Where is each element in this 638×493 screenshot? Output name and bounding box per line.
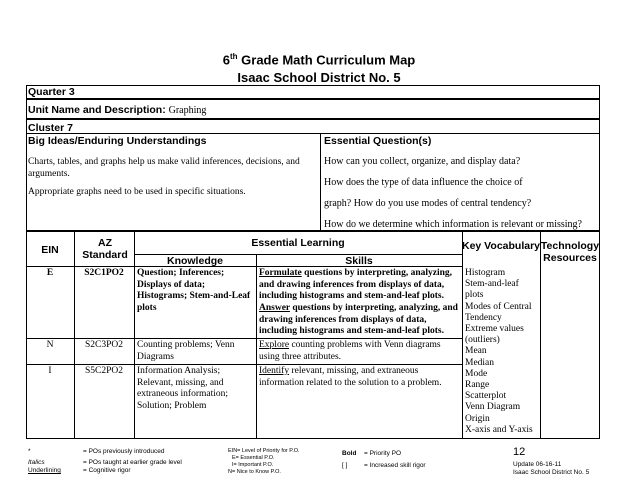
row2-skills <box>259 340 459 363</box>
table-row-line <box>26 338 462 339</box>
vocab-item: Venn Diagram <box>465 402 521 413</box>
table-row-line <box>26 364 462 365</box>
row3-ein: I <box>48 366 52 376</box>
row3-knowledge: Information Analysis; Relevant, missing, and extraneous information; Solution; Problem <box>137 366 229 411</box>
divider-line <box>26 133 600 134</box>
big-ideas-p1: Charts, tables, and graphs help us make valid inferences, decisions, and arguments. <box>28 157 300 179</box>
table-col-line <box>462 231 463 439</box>
skill-text: counting problems with Venn diagrams using three attributes. <box>259 340 441 362</box>
legend-italics-text: = POs taught at earlier grade level <box>83 459 182 466</box>
row2-knowledge: Counting problems; Venn Diagrams <box>137 340 235 362</box>
row1-knowledge: Question; Inferences; Displays of data; Histograms; Stem-and-Leaf plots <box>137 268 251 313</box>
table-col-line <box>256 254 257 439</box>
skill-verb: Identify <box>259 366 290 376</box>
col-header-technology: Technology Resources <box>540 240 600 264</box>
vocab-item: Origin <box>465 413 490 424</box>
legend-italics-sym: Italics <box>28 459 45 466</box>
unit-value: Graphing <box>168 105 207 116</box>
skill-verb: Explore <box>259 340 290 350</box>
vocab-item: X-axis and Y-axis <box>465 424 533 435</box>
district-title: Isaac School District No. 5 <box>237 70 401 85</box>
eq-2b: graph? How do you use modes of central tendency? <box>324 198 532 209</box>
grade-number: 6 <box>222 52 230 68</box>
vocab-item: Scatterplot <box>465 391 507 402</box>
skill-text: questions by interpreting, analyzing, and drawing inferences from displays of data, including histograms and stem-and-leaf plots. <box>259 303 458 336</box>
table-col-line <box>74 231 75 439</box>
vocab-item: Modes of Central Tendency <box>465 301 532 323</box>
row1-skills-1 <box>259 268 459 303</box>
eq-2a: How does the type of data influence the choice of <box>324 177 523 188</box>
legend-bracket-text: = Increased skill rigor <box>364 462 426 469</box>
legend-bold-sym: Bold <box>342 450 357 457</box>
page-number: 12 <box>513 446 526 458</box>
row3-skills <box>259 366 459 389</box>
skill-verb: Answer <box>259 303 290 313</box>
col-header-knowledge: Knowledge <box>166 255 223 267</box>
vocab-item: Histogram <box>465 268 506 278</box>
vocab-item: Median <box>465 357 495 368</box>
title-text: Grade Math Curriculum Map <box>237 52 416 68</box>
vocab-item: Stem-and-leaf plots <box>465 279 519 301</box>
legend-bold-text: = Priority PO <box>364 450 402 457</box>
col-header-skills: Skills <box>345 255 373 267</box>
legend-star-sym: * <box>28 448 31 455</box>
row1-standard: S2C1PO2 <box>84 268 124 278</box>
skill-verb: Formulate <box>259 268 302 278</box>
update-date: Update 06-16-11 <box>513 461 562 468</box>
footer-district: Isaac School District No. 5 <box>513 469 590 476</box>
row3-standard: S5C2PO2 <box>84 366 123 376</box>
row2-ein: N <box>46 340 54 350</box>
row1-ein: E <box>46 268 54 278</box>
page-title <box>0 52 638 67</box>
quarter-label: Quarter 3 <box>28 86 75 98</box>
vocabulary-list <box>465 268 539 436</box>
legend-star-text: = POs previously introduced <box>83 448 165 455</box>
row2-standard: S2C3PO2 <box>84 340 123 350</box>
legend-ein-4: N= Nice to Know P.O. <box>228 469 281 475</box>
col-header-key-vocabulary: Key Vocabulary <box>462 240 541 252</box>
unit-line <box>28 104 602 116</box>
vocab-item: Mode <box>465 368 488 379</box>
vocab-item: Mean <box>465 346 487 357</box>
legend-underline-text: = Cognitive rigor <box>83 467 131 474</box>
essential-questions-heading: Essential Question(s) <box>324 135 432 147</box>
legend-ein-3: I= Important P.O. <box>232 462 274 468</box>
row1-skills-2 <box>259 303 459 338</box>
eq-3: How do we determine which information is relevant or missing? <box>324 219 582 230</box>
divider-line <box>320 133 321 231</box>
skill-text: questions by interpreting, analyzing, and drawing inferences from displays of data, including histograms and stem-and-leaf plots. <box>259 268 453 301</box>
skill-text: relevant, missing, and extraneous information related to the solution to a problem. <box>259 366 442 388</box>
big-ideas-heading: Big Ideas/Enduring Understandings <box>28 135 207 147</box>
legend-underline-sym: Underlining <box>28 467 61 474</box>
big-ideas-p2: Appropriate graphs need to be used in specific situations. <box>28 187 246 197</box>
vocab-item: Range <box>465 380 490 391</box>
col-header-az-standard: AZ Standard <box>82 237 128 261</box>
col-header-essential-learning: Essential Learning <box>251 237 345 249</box>
col-header-ein: EIN <box>41 244 59 256</box>
unit-label: Unit Name and Description: <box>28 104 166 116</box>
cluster-label: Cluster 7 <box>28 122 73 134</box>
legend-bracket-sym: [ ] <box>342 462 348 469</box>
legend-ein-1: EIN= Level of Priority for P.O. <box>228 448 300 454</box>
grade-superscript: th <box>229 52 238 61</box>
vocab-item: Extreme values (outliers) <box>465 324 524 346</box>
legend-ein-2: E= Essential P.O. <box>232 455 275 461</box>
eq-1: How can you collect, organize, and display data? <box>324 156 521 167</box>
